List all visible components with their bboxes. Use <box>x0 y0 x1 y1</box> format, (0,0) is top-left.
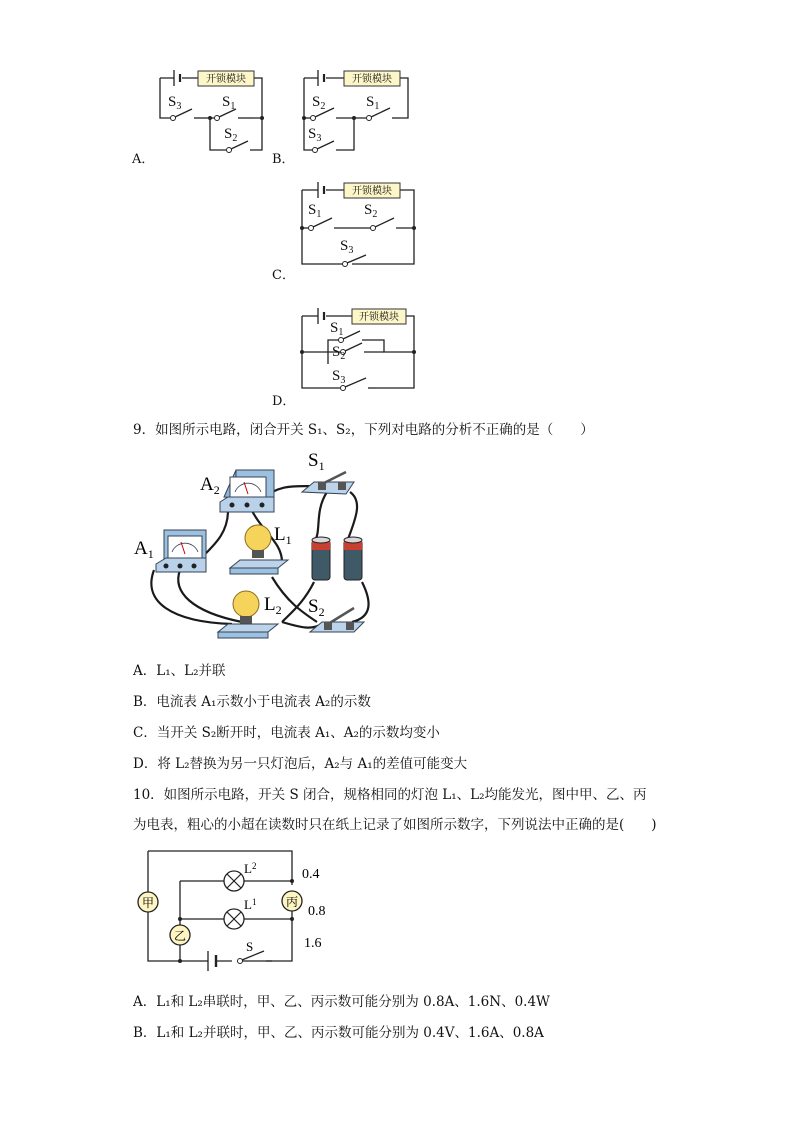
lamp-l1-icon <box>224 909 244 929</box>
label-l2: $L_2$ <box>264 594 282 617</box>
label-l1: $L^1$ <box>244 897 257 912</box>
q9-option-a: A．L₁、L₂并联 <box>133 663 226 679</box>
label-s3-c: $S_3$ <box>340 238 354 256</box>
option-d-letter: D． <box>272 394 296 409</box>
option-b-letter: B． <box>272 152 295 167</box>
meter-yi-icon <box>170 925 190 945</box>
label-l1: $L_1$ <box>274 524 292 547</box>
svg-text:丙: 丙 <box>285 895 299 909</box>
q10-stem-line2: 为电表，粗心的小超在读数时只在纸上记录了如图所示数字，下列说法中正确的是( ) <box>133 817 657 833</box>
q9-option-d: D．将 L₂替换为另一只灯泡后，A₂与 A₁的差值可能变大 <box>133 756 468 772</box>
svg-text:乙: 乙 <box>173 929 187 943</box>
module-label-d: 开锁模块 <box>359 312 399 323</box>
label-s2-b: $S_2$ <box>312 94 326 112</box>
battery-icon <box>312 537 362 580</box>
q10-option-a: A．L₁和 L₂串联时，甲、乙、丙示数可能分别为 0.8A、1.6N、0.4W <box>133 994 550 1010</box>
label-switch-s: S <box>246 939 254 954</box>
q9-stem: 9．如图所示电路，闭合开关 S₁、S₂，下列对电路的分析不正确的是（ ） <box>133 422 594 438</box>
label-s2-c: $S_2$ <box>364 202 378 220</box>
ammeter-a2-icon <box>220 470 274 512</box>
label-l2: $L^2$ <box>244 861 257 876</box>
reading-3: 1.6 <box>304 936 322 951</box>
meter-bing-icon <box>282 891 302 911</box>
q9-option-b: B．电流表 A₁示数小于电流表 A₂的示数 <box>133 694 371 710</box>
module-label-b: 开锁模块 <box>352 74 392 85</box>
q10-stem-line1: 10．如图所示电路，开关 S 闭合，规格相同的灯泡 L₁、L₂均能发光，图中甲、乙、丙 <box>133 787 647 803</box>
lamp-l2-icon <box>224 871 244 891</box>
module-label-a: 开锁模块 <box>206 74 246 85</box>
ammeter-a1-icon <box>156 530 206 572</box>
q9-option-c: C．当开关 S₂断开时，电流表 A₁、A₂的示数均变小 <box>133 725 440 741</box>
label-s1-b: $S_1$ <box>366 94 380 112</box>
circuit-diagram-b <box>296 62 416 157</box>
label-a1: $A_1$ <box>134 538 154 561</box>
circuit-diagram-a <box>150 62 270 157</box>
q10-option-b: B．L₁和 L₂并联时，甲、乙、丙示数可能分别为 0.4V、1.6A、0.8A <box>133 1025 544 1041</box>
q9-physical-circuit-figure <box>132 452 382 647</box>
option-c-letter: C． <box>272 268 295 283</box>
label-s3-d: $S_3$ <box>332 368 346 386</box>
module-label-c: 开锁模块 <box>352 186 392 197</box>
label-s1-d: $S_1$ <box>330 320 344 338</box>
label-s2-a: $S_2$ <box>224 126 238 144</box>
option-a-letter: A． <box>132 152 155 167</box>
label-s2-d: $S_2$ <box>332 344 346 362</box>
circuit-diagram-c <box>296 174 421 274</box>
circuit-diagram-d <box>296 300 421 395</box>
label-s2: $S_2$ <box>308 596 325 619</box>
label-s3-a: $S_3$ <box>168 94 182 112</box>
label-s1: $S_1$ <box>308 452 325 473</box>
label-s1-c: $S_1$ <box>308 202 322 220</box>
reading-1: 0.4 <box>302 867 320 882</box>
label-s1-a: $S_1$ <box>222 94 236 112</box>
label-a2: $A_2$ <box>200 474 220 497</box>
q10-circuit-diagram <box>132 845 342 975</box>
label-s3-b: $S_3$ <box>308 126 322 144</box>
svg-text:甲: 甲 <box>141 896 155 910</box>
switch-s1-icon <box>302 472 354 494</box>
reading-2: 0.8 <box>308 904 326 919</box>
meter-jia-icon <box>138 892 158 912</box>
